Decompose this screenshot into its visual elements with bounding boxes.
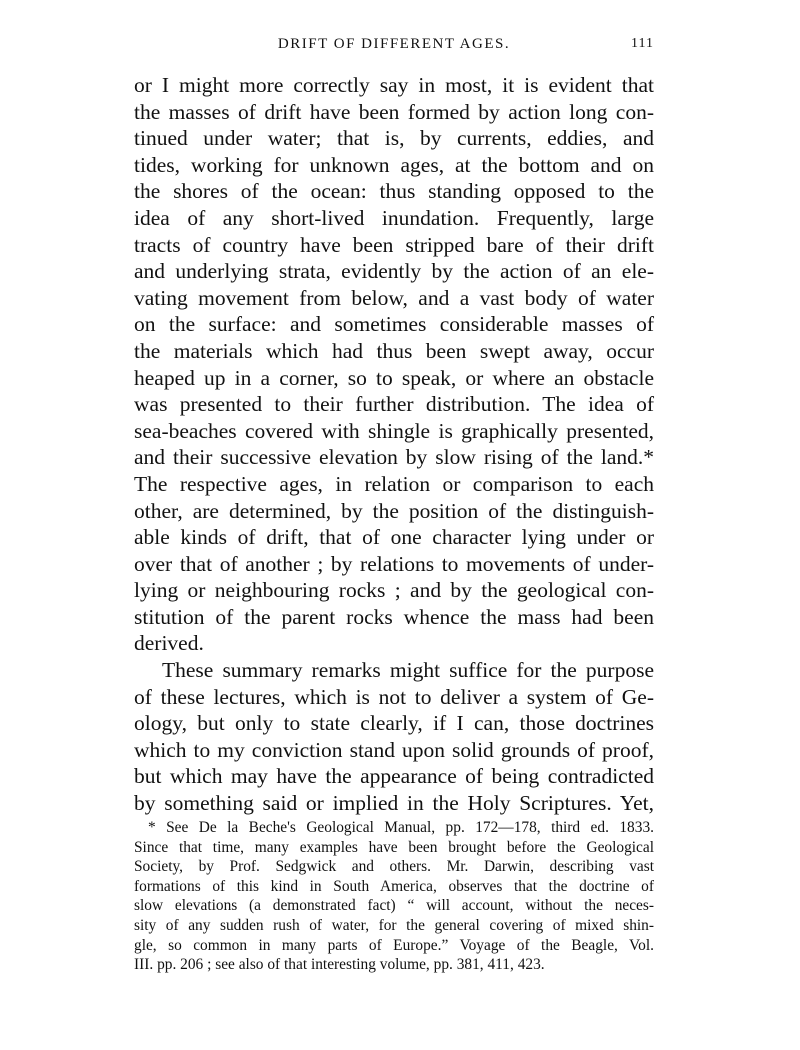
text-line: the masses of drift have been formed by action long con-	[134, 99, 654, 124]
text-line: other, are determined, by the position of the distinguish-	[134, 498, 654, 523]
text-line: derived.	[134, 631, 204, 656]
text-line: but which may have the appearance of being contradicted	[134, 764, 654, 789]
body-text	[134, 72, 654, 817]
footnote-line: III. pp. 206 ; see also of that interesting volume, pp. 381, 411, 423.	[134, 956, 545, 974]
text-line: stitution of the parent rocks whence the mass had been	[134, 604, 654, 629]
text-line: and underlying strata, evidently by the action of an ele-	[134, 259, 654, 284]
text-line: on the surface: and sometimes considerable masses of	[134, 312, 654, 337]
text-line: and their successive elevation by slow rising of the land.*	[134, 445, 654, 470]
text-line: vating movement from below, and a vast body of water	[134, 285, 654, 310]
text-line: sea-beaches covered with shingle is graphically presented,	[134, 418, 654, 443]
page-number: 111	[631, 36, 654, 51]
text-line: heaped up in a corner, so to speak, or where an obstacle	[134, 365, 654, 390]
text-line: the shores of the ocean: thus standing opposed to the	[134, 179, 654, 204]
text-line: by something said or implied in the Holy Scriptures. Yet,	[134, 791, 654, 816]
text-line: These summary remarks might suffice for the purpose	[162, 658, 654, 683]
text-line: lying or neighbouring rocks ; and by the geological con-	[134, 578, 654, 603]
footnote-line: formations of this kind in South America, observes that the doctrine of	[134, 877, 654, 895]
running-head	[134, 36, 654, 60]
text-line: The respective ages, in relation or comparison to each	[134, 471, 654, 496]
footnote	[134, 818, 654, 975]
text-line: which to my conviction stand upon solid grounds of proof,	[134, 737, 654, 762]
running-title: DRIFT OF DIFFERENT AGES.	[277, 36, 511, 52]
footnote-line: Since that time, many examples have been brought before the Geological	[134, 838, 654, 856]
text-line: tinued under water; that is, by currents, eddies, and	[134, 126, 654, 151]
footnote-line: sity of any sudden rush of water, for the general covering of mixed shin-	[134, 916, 654, 934]
text-line: tides, working for unknown ages, at the bottom and on	[134, 152, 654, 177]
footnote-line: gle, so common in many parts of Europe.” Voyage of the Beagle, Vol.	[134, 936, 654, 954]
text-line: tracts of country have been stripped bare of their drift	[134, 232, 654, 257]
text-line: over that of another ; by relations to movements of under-	[134, 551, 654, 576]
text-line: able kinds of drift, that of one character lying under or	[134, 525, 654, 550]
text-line: the materials which had thus been swept away, occur	[134, 338, 654, 363]
text-line: ology, but only to state clearly, if I can, those doctrines	[134, 711, 654, 736]
text-line: idea of any short-lived inundation. Frequently, large	[134, 205, 654, 230]
text-line: or I might more correctly say in most, it is evident that	[134, 73, 654, 97]
text-line: of these lectures, which is not to deliver a system of Ge-	[134, 684, 654, 709]
footnote-line: Society, by Prof. Sedgwick and others. Mr. Darwin, describing vast	[134, 858, 654, 876]
text-line: was presented to their further distribution. The idea of	[134, 392, 654, 417]
footnote-line: slow elevations (a demonstrated fact) “ will account, without the neces-	[134, 897, 654, 915]
footnote-line: * See De la Beche's Geological Manual, pp. 172—178, third ed. 1833.	[148, 819, 654, 836]
